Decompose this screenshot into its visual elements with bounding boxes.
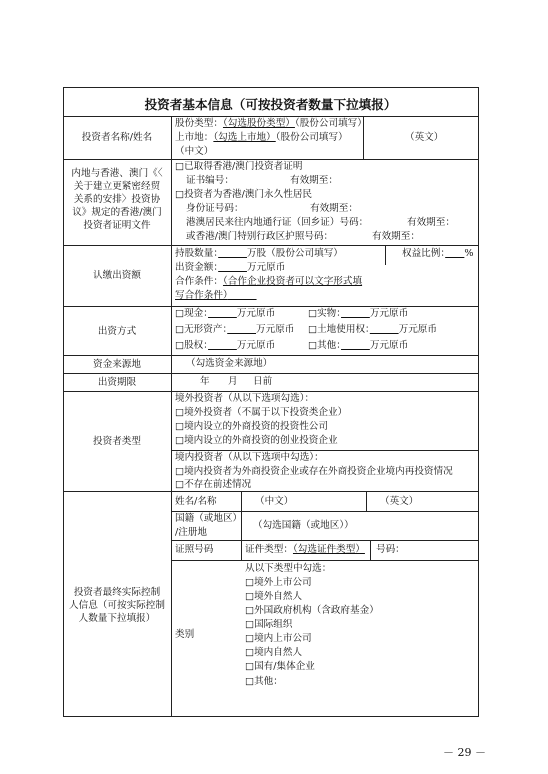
intangible-checkbox[interactable]: □无形资产： [175, 324, 228, 335]
label-line: 内地与香港、澳门《〈 [71, 168, 163, 179]
other-line[interactable] [308, 340, 408, 352]
page-number: － 29 － [443, 746, 486, 759]
amount-unit: 万元原币 [246, 262, 286, 273]
listed-label: 上市地： [175, 132, 214, 143]
other-checkbox[interactable]: □其他： [308, 340, 342, 351]
cert-expiry-label: 有效期至： [290, 175, 338, 186]
permanent-resident-checkbox[interactable]: □投资者为香港/澳门永久性居民 [175, 189, 313, 200]
shares-field[interactable] [218, 248, 247, 259]
controller-name-label: 姓名/名称 [175, 496, 217, 507]
label-line: 关系的安排〉投资协 [73, 194, 161, 205]
investor-type-label: 投资者类型 [93, 436, 141, 447]
table-border-right [478, 87, 479, 717]
foreign-option[interactable]: □境内设立的外商投资的投资性公司 [175, 421, 328, 432]
category-option[interactable]: □境内上市公司 [245, 633, 312, 644]
col-divider [370, 540, 371, 560]
equity-line[interactable] [175, 340, 275, 352]
physical-checkbox[interactable]: □实物： [308, 308, 342, 319]
label-line: 人数量下拉填报） [78, 613, 156, 624]
other-field[interactable] [341, 340, 370, 351]
controller-name-chinese[interactable]: （中文） [255, 496, 294, 507]
category-option[interactable]: □境外自然人 [245, 591, 303, 602]
permit-expiry-label: 有效期至： [407, 217, 455, 228]
subscribed-capital-label: 认缴出资额 [93, 270, 141, 281]
category-header: 从以下类型中勾选： [245, 563, 332, 574]
name-chinese[interactable]: （中文） [175, 146, 214, 157]
controller-name-english[interactable]: （英文） [380, 496, 419, 507]
nationality-select[interactable]: （勾选国籍（或地区）） [253, 520, 354, 531]
land-checkbox[interactable]: □土地使用权： [308, 324, 370, 335]
stock-type-label: 股份类型： [175, 118, 223, 129]
cash-field[interactable] [208, 308, 237, 319]
domestic-option[interactable]: □不存在前述情况 [175, 479, 252, 490]
license-number-label: 证照号码 [175, 544, 214, 555]
id-expiry-label: 有效期至： [310, 203, 358, 214]
col-divider [385, 245, 386, 265]
row-divider [171, 560, 478, 561]
deadline-month[interactable]: 月 [228, 376, 238, 387]
category-option[interactable]: □境外上市公司 [245, 577, 312, 588]
physical-field[interactable] [341, 308, 370, 319]
category-option[interactable]: □境内自然人 [245, 647, 303, 658]
label-line: 投资者证明文件 [83, 220, 151, 231]
ratio-line [402, 248, 473, 260]
hk-macao-cert-label [63, 167, 171, 232]
cash-checkbox[interactable]: □现金： [175, 308, 209, 319]
shares-note: 万股（股份公司填写） [246, 248, 343, 259]
deadline-year[interactable]: 年 [200, 376, 210, 387]
row-divider [63, 116, 479, 117]
coop-line [175, 276, 362, 288]
listed-select[interactable]: （勾选上市地） [213, 132, 276, 143]
unit: 万元原币 [398, 324, 437, 335]
foreign-option[interactable]: □境外投资者（不属于以下投资类企业） [175, 407, 348, 418]
row-divider [63, 391, 479, 392]
shares-line [175, 248, 343, 260]
ratio-field[interactable] [445, 248, 464, 259]
id-type-select[interactable]: （勾选证件类型） [292, 544, 365, 555]
stock-type-select[interactable]: （勾选股份类型） [222, 118, 295, 129]
category-option[interactable]: □外国政府机构（含政府基金） [245, 605, 379, 616]
land-line[interactable] [308, 324, 437, 336]
row-divider [63, 373, 479, 374]
cash-line[interactable] [175, 308, 275, 320]
row-divider [63, 245, 479, 246]
category-option[interactable]: □国际组织 [245, 619, 293, 630]
row-divider [171, 511, 478, 512]
shares-label: 持股数量： [175, 248, 219, 259]
deadline-day[interactable]: 日前 [253, 376, 273, 387]
label-line: 议》规定的香港/澳门 [72, 207, 162, 218]
listed-line [175, 132, 348, 144]
amount-field[interactable] [218, 262, 247, 273]
permit-number-label: 港澳居民来往内地通行证（回乡证）号码： [186, 217, 369, 228]
table-border-top [63, 87, 479, 88]
row-divider [63, 306, 479, 307]
unit: 万元原币 [369, 340, 409, 351]
coop-field[interactable]: （合作企业投资者可以文字形式填 [222, 276, 363, 287]
amount-label: 出资金额： [175, 262, 219, 273]
label-line: 关于建立更紧密经贸 [73, 181, 161, 192]
stock-type-note: （股份公司填写） [294, 118, 367, 129]
id-number-field[interactable]: 号码： [376, 544, 405, 555]
coop-field-blank[interactable] [228, 290, 257, 301]
cert-number-label: 证书编号： [186, 175, 234, 186]
nationality-label [175, 513, 242, 539]
col-divider [366, 491, 367, 511]
coop-field-cont[interactable]: 写合作条件） [175, 290, 228, 301]
foreign-investor-header: 境外投资者（从以下选项勾选）： [175, 393, 315, 404]
passport-expiry-label: 有效期至： [372, 231, 420, 242]
fund-source-select[interactable]: （勾选资金来源地） [186, 358, 273, 369]
stock-type-line [175, 118, 367, 130]
unit: 万元原币 [369, 308, 409, 319]
intangible-line[interactable] [175, 324, 294, 336]
amount-line [175, 262, 285, 274]
label-line: 国籍（或地区） [175, 513, 243, 524]
row-divider [63, 355, 479, 356]
intangible-field[interactable] [227, 324, 256, 335]
name-english[interactable]: （英文） [405, 132, 444, 143]
land-field[interactable] [370, 324, 399, 335]
equity-field[interactable] [208, 340, 237, 351]
contribution-method-label: 出资方式 [97, 326, 137, 337]
category-option[interactable]: □其他： [245, 676, 283, 687]
id-type-line [245, 544, 365, 556]
label-line: 人信息（可按实际控制 [69, 600, 165, 611]
investor-name-label: 投资者名称/姓名 [81, 132, 153, 143]
category-label: 类别 [175, 629, 195, 640]
row-divider [63, 491, 479, 492]
unit: 万元原币 [236, 340, 276, 351]
unit: 万元原币 [256, 324, 295, 335]
col-divider [171, 116, 172, 716]
page-title: 投资者基本信息（可按投资者数量下拉填报） [144, 97, 397, 112]
table-border-bottom [63, 716, 479, 717]
unit: 万元原币 [236, 308, 276, 319]
ultimate-controller-label [63, 586, 171, 625]
cert-obtained-checkbox[interactable]: □已取得香港/澳门投资者证明 [175, 161, 303, 172]
label-line: /注册地 [175, 527, 208, 538]
listed-note: （股份公司填写） [275, 132, 348, 143]
passport-number-label: 或香港/澳门特别行政区护照号码： [186, 231, 334, 242]
row-divider [171, 450, 478, 451]
coop-line-2 [175, 290, 257, 302]
domestic-option[interactable]: □境内投资者为外商投资企业或存在外商投资企业境内再投资情况 [175, 466, 453, 477]
label-line: 投资者最终实际控制 [73, 587, 161, 598]
contribution-deadline-label: 出资期限 [97, 377, 137, 388]
id-number-label: 身份证号码： [186, 203, 244, 214]
domestic-investor-header: 境内投资者（从以下选项中勾选）： [175, 452, 324, 463]
foreign-option[interactable]: □境内设立的外商投资的创业投资企业 [175, 435, 338, 446]
id-type-label: 证件类型： [245, 544, 293, 555]
ratio-label: 权益比例： [402, 248, 446, 259]
row-divider [171, 540, 478, 541]
coop-label: 合作条件： [175, 276, 223, 287]
fund-source-label: 资金来源地 [93, 359, 141, 370]
row-divider [63, 159, 479, 160]
ratio-unit: % [464, 248, 474, 259]
equity-checkbox[interactable]: □股权： [175, 340, 209, 351]
category-option[interactable]: □国有/集体企业 [245, 661, 315, 672]
physical-line[interactable] [308, 308, 408, 320]
